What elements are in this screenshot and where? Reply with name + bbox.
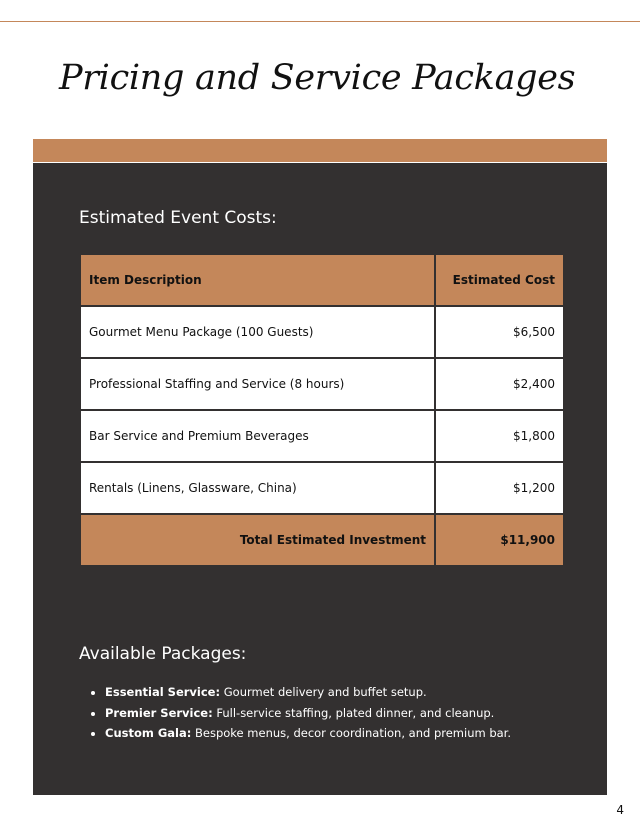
total-cost: $11,900 <box>435 514 564 566</box>
table-row <box>80 462 564 514</box>
table-header-row <box>80 254 564 306</box>
list-item <box>105 686 511 700</box>
table-total-row <box>80 514 564 566</box>
accent-band <box>33 139 607 162</box>
page-number: 4 <box>616 803 624 817</box>
packages-heading: Available Packages: <box>79 644 247 664</box>
column-header-description: Item Description <box>80 254 435 306</box>
list-item <box>105 727 511 741</box>
package-name: Essential Service: <box>105 685 221 699</box>
item-description: Professional Staffing and Service (8 hours) <box>80 358 435 410</box>
cost-table <box>79 253 565 567</box>
package-name: Premier Service: <box>105 705 213 720</box>
column-header-cost: Estimated Cost <box>435 254 564 306</box>
list-item <box>105 707 511 721</box>
top-divider <box>0 21 640 22</box>
content-panel <box>33 163 607 795</box>
table-row <box>80 358 564 410</box>
table-row <box>80 410 564 462</box>
item-description: Rentals (Linens, Glassware, China) <box>80 462 435 514</box>
total-label: Total Estimated Investment <box>80 514 435 566</box>
package-name: Custom Gala: <box>105 726 192 740</box>
item-description: Gourmet Menu Package (100 Guests) <box>80 306 435 358</box>
page-title: Pricing and Service Packages <box>59 58 576 98</box>
table-row <box>80 306 564 358</box>
item-cost: $6,500 <box>435 306 564 358</box>
package-description: Gourmet delivery and buffet setup. <box>220 685 427 699</box>
package-list <box>89 686 511 748</box>
item-cost: $1,200 <box>435 462 564 514</box>
item-description: Bar Service and Premium Beverages <box>80 410 435 462</box>
package-description: Full-service staffing, plated dinner, and cleanup. <box>212 705 495 720</box>
item-cost: $2,400 <box>435 358 564 410</box>
item-cost: $1,800 <box>435 410 564 462</box>
package-description: Bespoke menus, decor coordination, and premium bar. <box>191 726 512 740</box>
costs-heading: Estimated Event Costs: <box>79 208 277 228</box>
